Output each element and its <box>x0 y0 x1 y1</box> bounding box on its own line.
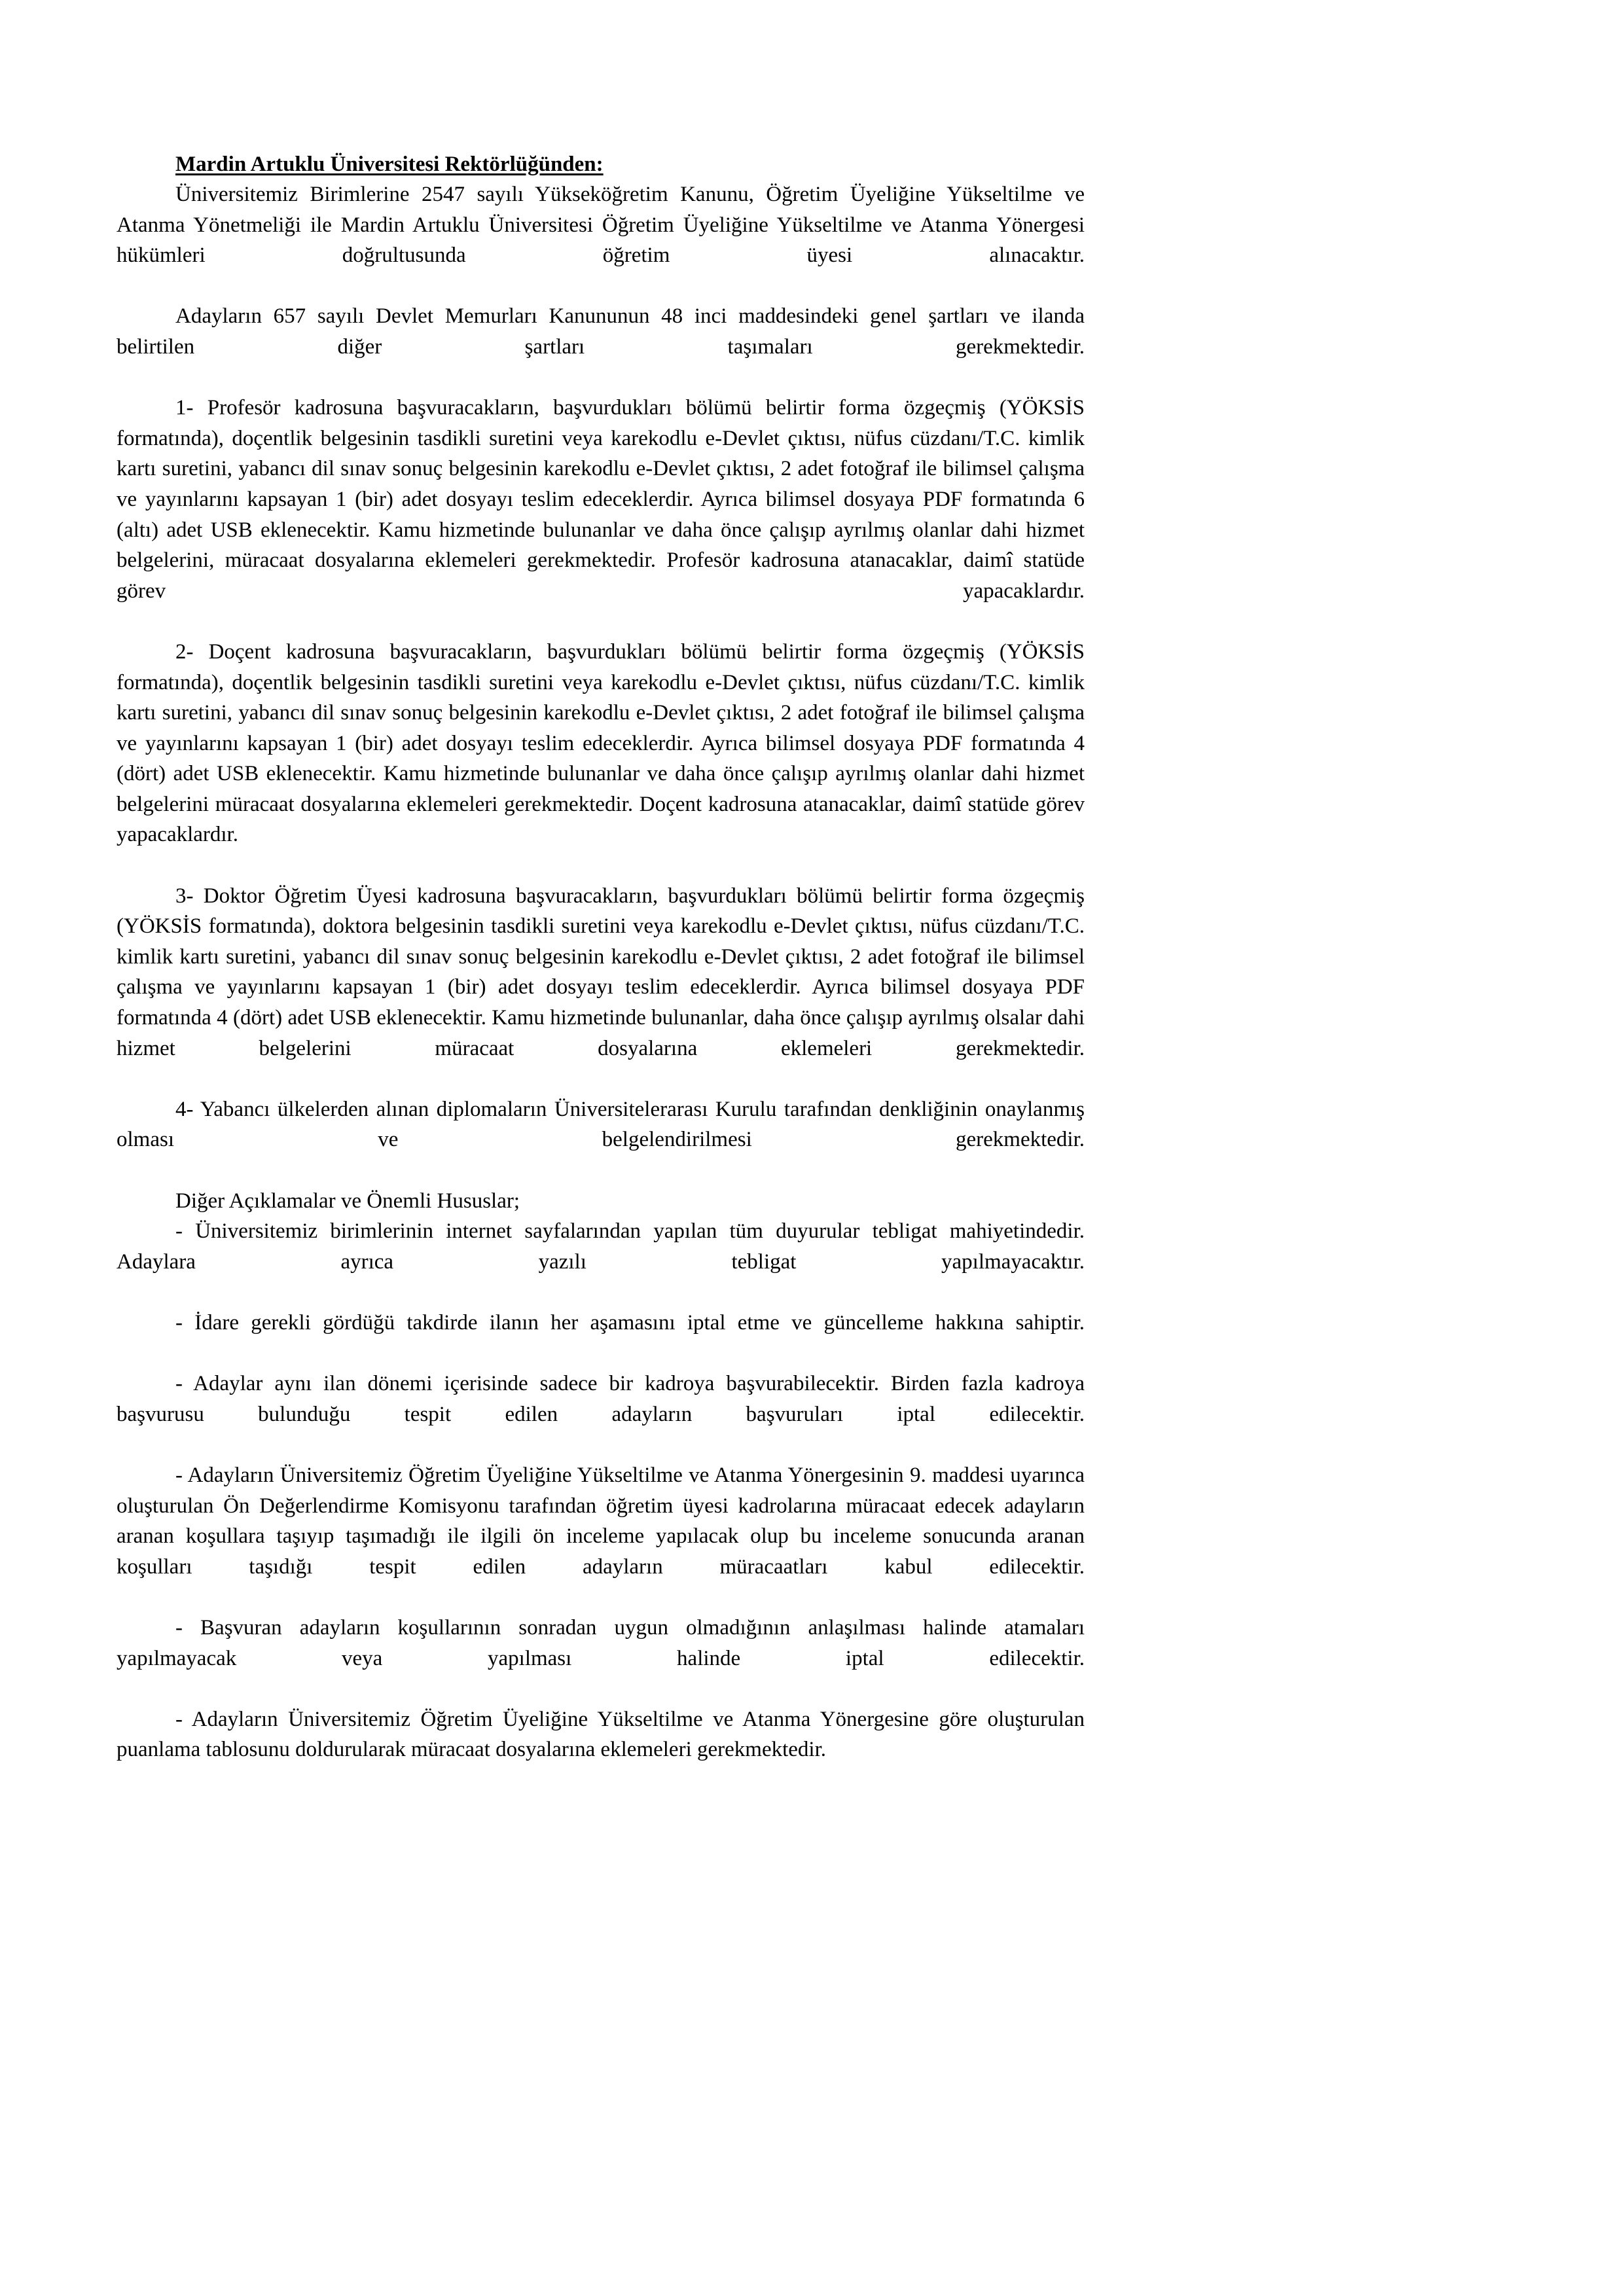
paragraph-bullet-3-tek-kadro: - Adaylar aynı ilan dönemi içerisinde sadece bir kadroya başvurabilecektir. Birden fazla kadroya başvurusu bulunduğu tespit edilen adayların başvuruları iptal edilecektir. <box>117 1372 1085 1426</box>
page-title <box>117 149 1085 179</box>
paragraph-bullet-2-idare-iptal: - İdare gerekli gördüğü takdirde ilanın her aşamasını iptal etme ve güncelleme hakkına sahiptir. <box>175 1310 1085 1335</box>
paragraph-bullet-5-kosul-uygunsuzlugu: - Başvuran adayların koşullarının sonradan uygun olmadığının anlaşılması halinde atamaları yapılmayacak veya yapılması halinde iptal edilecektir. <box>117 1615 1085 1670</box>
paragraph-item-1-profesor: 1- Profesör kadrosuna başvuracakların, başvurdukları bölümü belirtir forma özgeçmiş (YÖKSİS formatında), doçentlik belgesinin tasdikli suretini veya karekodlu e-Devlet çıktısı, nüfus cüzdanı/T.C. kimlik kartı suretini, yabancı dil sınav sonuç belgesinin karekodlu e-Devlet çıktısı, 2 adet fotoğraf ile bilimsel çalışma ve yayınlarını kapsayan 1 (bir) adet dosyayı teslim edeceklerdir. Ayrıca bilimsel dosyaya PDF formatında 6 (altı) adet USB eklenecektir. Kamu hizmetinde bulunanlar ve daha önce çalışıp ayrılmış olanlar dahi hizmet belgelerini, müracaat dosyalarına eklemeleri gerekmektedir. Profesör kadrosuna atanacaklar, daimî statüde görev yapacaklardır. <box>117 396 1085 603</box>
document-body <box>117 149 1085 1765</box>
paragraph-bullet-4-on-degerlendirme: - Adayların Üniversitemiz Öğretim Üyeliğine Yükseltilme ve Atanma Yönergesinin 9. maddesi uyarınca oluşturulan Ön Değerlendirme Komisyonu tarafından öğretim üyesi kadrolarına müracaat edecek adayların aranan koşullara taşıyıp taşımadığı ile ilgili ön inceleme yapılacak olup bu inceleme sonucunda aranan koşulları taşıdığı tespit edilen adayların müracaatları kabul edilecektir. <box>117 1463 1085 1579</box>
paragraph-intro-1: Üniversitemiz Birimlerine 2547 sayılı Yükseköğretim Kanunu, Öğretim Üyeliğine Yükseltilme ve Atanma Yönetmeliği ile Mardin Artuklu Üniversitesi Öğretim Üyeliğine Yükseltilme ve Atanma Yönergesi hükümleri doğrultusunda öğretim üyesi alınacaktır. <box>117 183 1085 268</box>
paragraph-bullet-6-puanlama-tablosu: - Adayların Üniversitemiz Öğretim Üyeliğine Yükseltilme ve Atanma Yönergesine göre oluşturulan puanlama tablosunu doldurularak müracaat dosyalarına eklemeleri gerekmektedir. <box>117 1707 1085 1762</box>
paragraph-item-2-docent: 2- Doçent kadrosuna başvuracakların, başvurdukları bölümü belirtir forma özgeçmiş (YÖKSİS formatında), doçentlik belgesinin tasdikli suretini veya karekodlu e-Devlet çıktısı, nüfus cüzdanı/T.C. kimlik kartı suretini, yabancı dil sınav sonuç belgesinin karekodlu e-Devlet çıktısı, 2 adet fotoğraf ile bilimsel çalışma ve yayınlarını kapsayan 1 (bir) adet dosyayı teslim edeceklerdir. Ayrıca bilimsel dosyaya PDF formatında 4 (dört) adet USB eklenecektir. Kamu hizmetinde bulunanlar ve daha önce çalışıp ayrılmış olanlar dahi hizmet belgelerini müracaat dosyalarına eklemeleri gerekmektedir. Doçent kadrosuna atanacaklar, daimî statüde görev yapacaklardır. <box>117 639 1085 847</box>
paragraph-other-explanations-title: Diğer Açıklamalar ve Önemli Hususlar; <box>175 1189 520 1213</box>
paragraph-intro-2: Adayların 657 sayılı Devlet Memurları Kanununun 48 inci maddesindeki genel şartları ve ilanda belirtilen diğer şartları taşımaları gerekmektedir. <box>117 304 1085 359</box>
paragraph-item-4-yabanci-diploma: 4- Yabancı ülkelerden alınan diplomaların Üniversitelerarası Kurulu tarafından denkliğinin onaylanmış olması ve belgelendirilmesi gerekmektedir. <box>117 1097 1085 1152</box>
paragraph-item-3-doktor-ogretim-uyesi: 3- Doktor Öğretim Üyesi kadrosuna başvuracakların, başvurdukları bölümü belirtir forma özgeçmiş (YÖKSİS formatında), doktora belgesinin tasdikli suretini veya karekodlu e-Devlet çıktısı, nüfus cüzdanı/T.C. kimlik kartı suretini, yabancı dil sınav sonuç belgesinin karekodlu e-Devlet çıktısı, 2 adet fotoğraf ile bilimsel çalışma ve yayınlarını kapsayan 1 (bir) adet dosyayı teslim edeceklerdir. Ayrıca bilimsel dosyaya PDF formatında 4 (dört) adet USB eklenecektir. Kamu hizmetinde bulunanlar, daha önce çalışıp ayrılmış olsalar dahi hizmet belgelerini müracaat dosyalarına eklemeleri gerekmektedir. <box>117 884 1085 1060</box>
page-title-text: Mardin Artuklu Üniversitesi Rektörlüğünden: <box>175 152 604 176</box>
paragraph-bullet-1-internet-tebligat: - Üniversitemiz birimlerinin internet sayfalarından yapılan tüm duyurular tebligat mahiyetindedir. Adaylara ayrıca yazılı tebligat yapılmayacaktır. <box>117 1219 1085 1274</box>
